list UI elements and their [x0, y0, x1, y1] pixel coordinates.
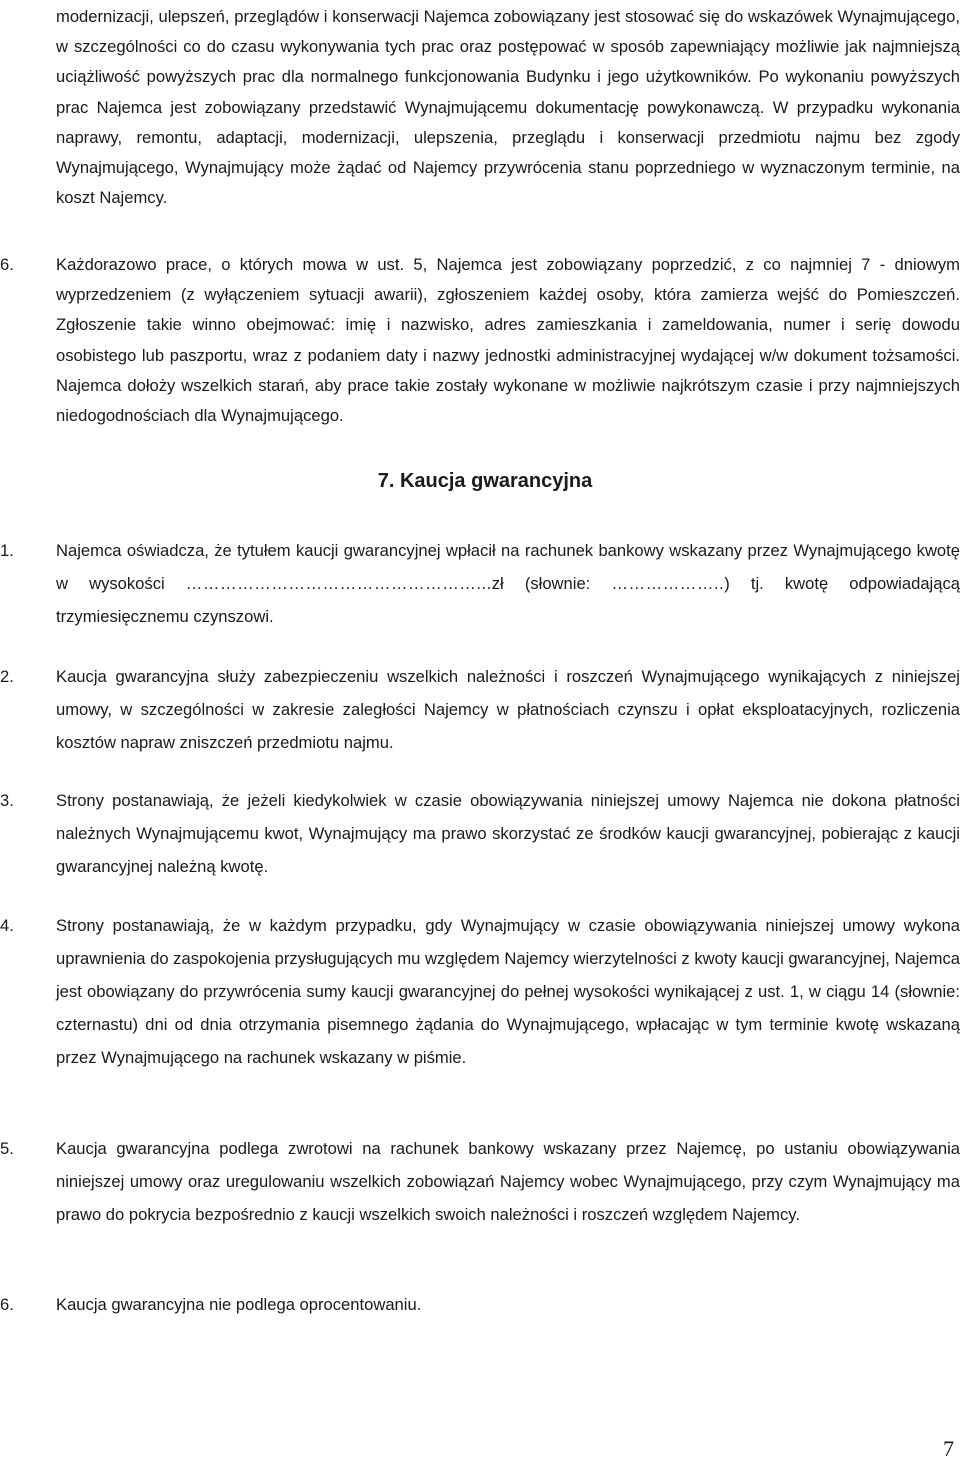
clause-text: Każdorazowo prace, o których mowa w ust. 5, Najemca jest zobowiązany poprzedzić, z co najmniej 7 - dniowym wyprzedzeniem (z wyłączeniem sytuacji awarii), zgłoszeniem każdej osoby, która zamierza wejść do Pomieszczeń. Zgłoszenie takie winno obejmować: imię i nazwisko, adres zamieszkania i zameldowania, numer i serię dowodu osobistego lub paszportu, wraz z podaniem daty i nazwy jednostki administracyjnej wydającej w/w dokument tożsamości. Najemca dołoży wszelkich starań, aby prace takie zostały wykonane w możliwie najkrótszym czasie i przy najmniejszych niedogodnościach dla Wynajmującego.: [56, 255, 960, 426]
clause-number: 1.: [0, 541, 14, 560]
clause-text: Kaucja gwarancyjna podlega zwrotowi na rachunek bankowy wskazany przez Najemcę, po ustaniu obowiązywania niniejszej umowy oraz uregulowaniu wszelkich zobowiązań Najemcy wobec Wynajmującego, przy czym Wynajmujący ma prawo do pokrycia bezpośrednio z kaucji wszelkich swoich należności i roszczeń względem Najemcy.: [56, 1139, 960, 1224]
deposit-clause-3: [0, 784, 960, 883]
clause-text: Strony postanawiają, że jeżeli kiedykolwiek w czasie obowiązywania niniejszej umowy Najemca nie dokona płatności należnych Wynajmującemu kwot, Wynajmujący ma prawo skorzystać ze środków kaucji gwarancyjnej, pobierając z kaucji gwarancyjnej należną kwotę.: [56, 791, 960, 876]
deposit-clause-6: [0, 1288, 960, 1321]
clause-number: 4.: [0, 916, 14, 935]
clause-number: 6.: [0, 1295, 14, 1314]
amount-words-blank: ………………..: [611, 574, 725, 593]
clause-number: 5.: [0, 1139, 14, 1158]
section-title: 7. Kaucja gwarancyjna: [377, 470, 593, 492]
section-heading: [0, 465, 960, 497]
deposit-clause-5: [0, 1132, 960, 1231]
page-number: 7: [943, 1436, 954, 1461]
continued-paragraph: [56, 2, 960, 213]
paragraph-text: modernizacji, ulepszeń, przeglądów i konserwacji Najemca zobowiązany jest stosować się do wskazówek Wynajmującego, w szczególności co do czasu wykonywania tych prac oraz postępować w sposób zapewniający możliwie jak najmniejszą uciążliwość powyższych prac dla normalnego funkcjonowania Budynku i jego użytkowników. Po wykonaniu powyższych prac Najemca jest zobowiązany przedstawić Wynajmującemu dokumentację powykonawczą. W przypadku wykonania naprawy, remontu, adaptacji, modernizacji, ulepszenia, przeglądu i konserwacji przedmiotu najmu bez zgody Wynajmującego, Wynajmujący może żądać od Najemcy przywrócenia stanu poprzedniego w wyznaczonym terminie, na koszt Najemcy.: [56, 7, 960, 208]
clause-text: Strony postanawiają, że w każdym przypadku, gdy Wynajmujący w czasie obowiązywania niniejszej umowy wykona uprawnienia do zaspokojenia przysługujących mu względem Najemcy wierzytelności z kwoty kaucji gwarancyjnej, Najemca jest obowiązany do przywrócenia sumy kaucji gwarancyjnej do pełnej wysokości wynikającej z ust. 1, w ciągu 14 (słownie: czternastu) dni od dnia otrzymania pisemnego żądania do Wynajmującego, wpłacając w tym terminie kwotę wskazaną przez Wynajmującego na rachunek wskazany w piśmie.: [56, 916, 960, 1067]
deposit-clause-4: [0, 909, 960, 1074]
clause-number: 6.: [0, 255, 14, 274]
deposit-clause-1: [0, 534, 960, 633]
clause-number: 3.: [0, 791, 14, 810]
amount-blank: ……………………………………………...: [185, 574, 492, 593]
clause-text: Kaucja gwarancyjna służy zabezpieczeniu wszelkich należności i roszczeń Wynajmującego wynikających z niniejszej umowy, w szczególności w zakresie zaległości Najemcy w płatnościach czynszu i opłat eksploatacyjnych, rozliczenia kosztów napraw zniszczeń przedmiotu najmu.: [56, 667, 960, 752]
clause-number: 2.: [0, 667, 14, 686]
deposit-clause-2: [0, 660, 960, 759]
clause-text: Najemca oświadcza, że tytułem kaucji gwarancyjnej wpłacił na rachunek bankowy wskazany przez Wynajmującego kwotę w wysokości ……………………………………………...zł (słownie: ………………..) tj. kwotę odpowiadającą trzymiesięcznemu czynszowi.: [56, 541, 960, 626]
clause-text: Kaucja gwarancyjna nie podlega oprocentowaniu.: [56, 1295, 422, 1314]
clause-6: [0, 250, 960, 431]
